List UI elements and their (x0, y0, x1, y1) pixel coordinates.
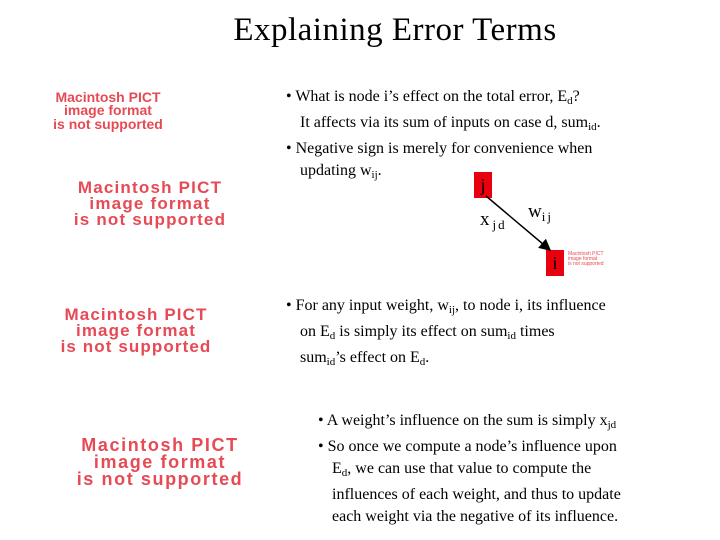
bullet-line (286, 295, 706, 321)
text: times (515, 323, 555, 340)
placeholder-line: image format (64, 102, 152, 119)
text: . (377, 162, 382, 179)
text: ? (572, 88, 580, 105)
bullet-line (286, 347, 706, 373)
bullet-line: influences of each weight, and thus to update (332, 486, 621, 503)
bullet-line (318, 458, 708, 484)
placeholder-line: is not supported (53, 115, 163, 132)
placeholder-line: image format (568, 256, 598, 262)
bullet-line (318, 410, 708, 436)
text: w (528, 201, 542, 222)
placeholder-line: is not supported (60, 337, 212, 357)
subscript: ij (541, 209, 553, 224)
subscript: id (588, 121, 597, 133)
node-j: j (474, 172, 492, 198)
placeholder-line: image format (76, 321, 196, 341)
subscript: jd (492, 217, 507, 232)
bullet-group-weight-influence (286, 295, 706, 373)
bullet-line (286, 321, 706, 347)
placeholder-line: image format (93, 452, 227, 473)
placeholder-line: is not supported (76, 469, 244, 490)
text: ’s effect on E (335, 349, 420, 366)
text: on E (300, 323, 330, 340)
subscript: d (341, 467, 348, 479)
text: sum (300, 349, 327, 366)
text: updating w (300, 162, 372, 179)
page-title: Explaining Error Terms (233, 12, 557, 48)
subscript: id (507, 330, 516, 342)
text: • For any input weight, w (286, 297, 449, 314)
weight-edge (486, 196, 550, 250)
subscript: id (326, 356, 336, 368)
subscript: d (567, 95, 573, 107)
text: • A weight’s influence on the sum is simply x (318, 412, 608, 429)
placeholder-line: Macintosh PICT (568, 251, 604, 257)
text: It affects via its sum of inputs on case d, sum (300, 114, 589, 131)
bullet-line: • Negative sign is merely for convenience when (286, 140, 593, 157)
node-i: i (546, 250, 564, 276)
bullet-line: each weight via the negative of its influence. (332, 508, 619, 525)
bullet-group-update-rule (318, 410, 708, 528)
subscript: ij (371, 169, 378, 181)
text: . (425, 349, 430, 366)
placeholder-line: Macintosh PICT (55, 89, 161, 105)
placeholder-line: is not supported (568, 261, 604, 267)
text: • What is node i’s effect on the total error, E (286, 88, 568, 105)
placeholder-line: image format (89, 194, 211, 214)
subscript: d (419, 356, 426, 368)
subscript: d (329, 330, 336, 342)
placeholder-line: Macintosh PICT (77, 178, 223, 197)
text: x (480, 209, 493, 230)
subscript: jd (607, 419, 617, 431)
bullet-line: • So once we compute a node’s influence upon (318, 438, 617, 455)
text: is simply its effect on sum (335, 323, 508, 340)
placeholder-line: Macintosh PICT (64, 305, 208, 324)
text: , we can use that value to compute the (347, 460, 592, 477)
placeholder-line: Macintosh PICT (81, 435, 239, 455)
text: E (332, 460, 342, 477)
text: . (596, 114, 601, 131)
subscript: ij (448, 304, 456, 316)
placeholder-line: is not supported (73, 210, 227, 230)
text: , to node i, its influence (455, 297, 606, 314)
